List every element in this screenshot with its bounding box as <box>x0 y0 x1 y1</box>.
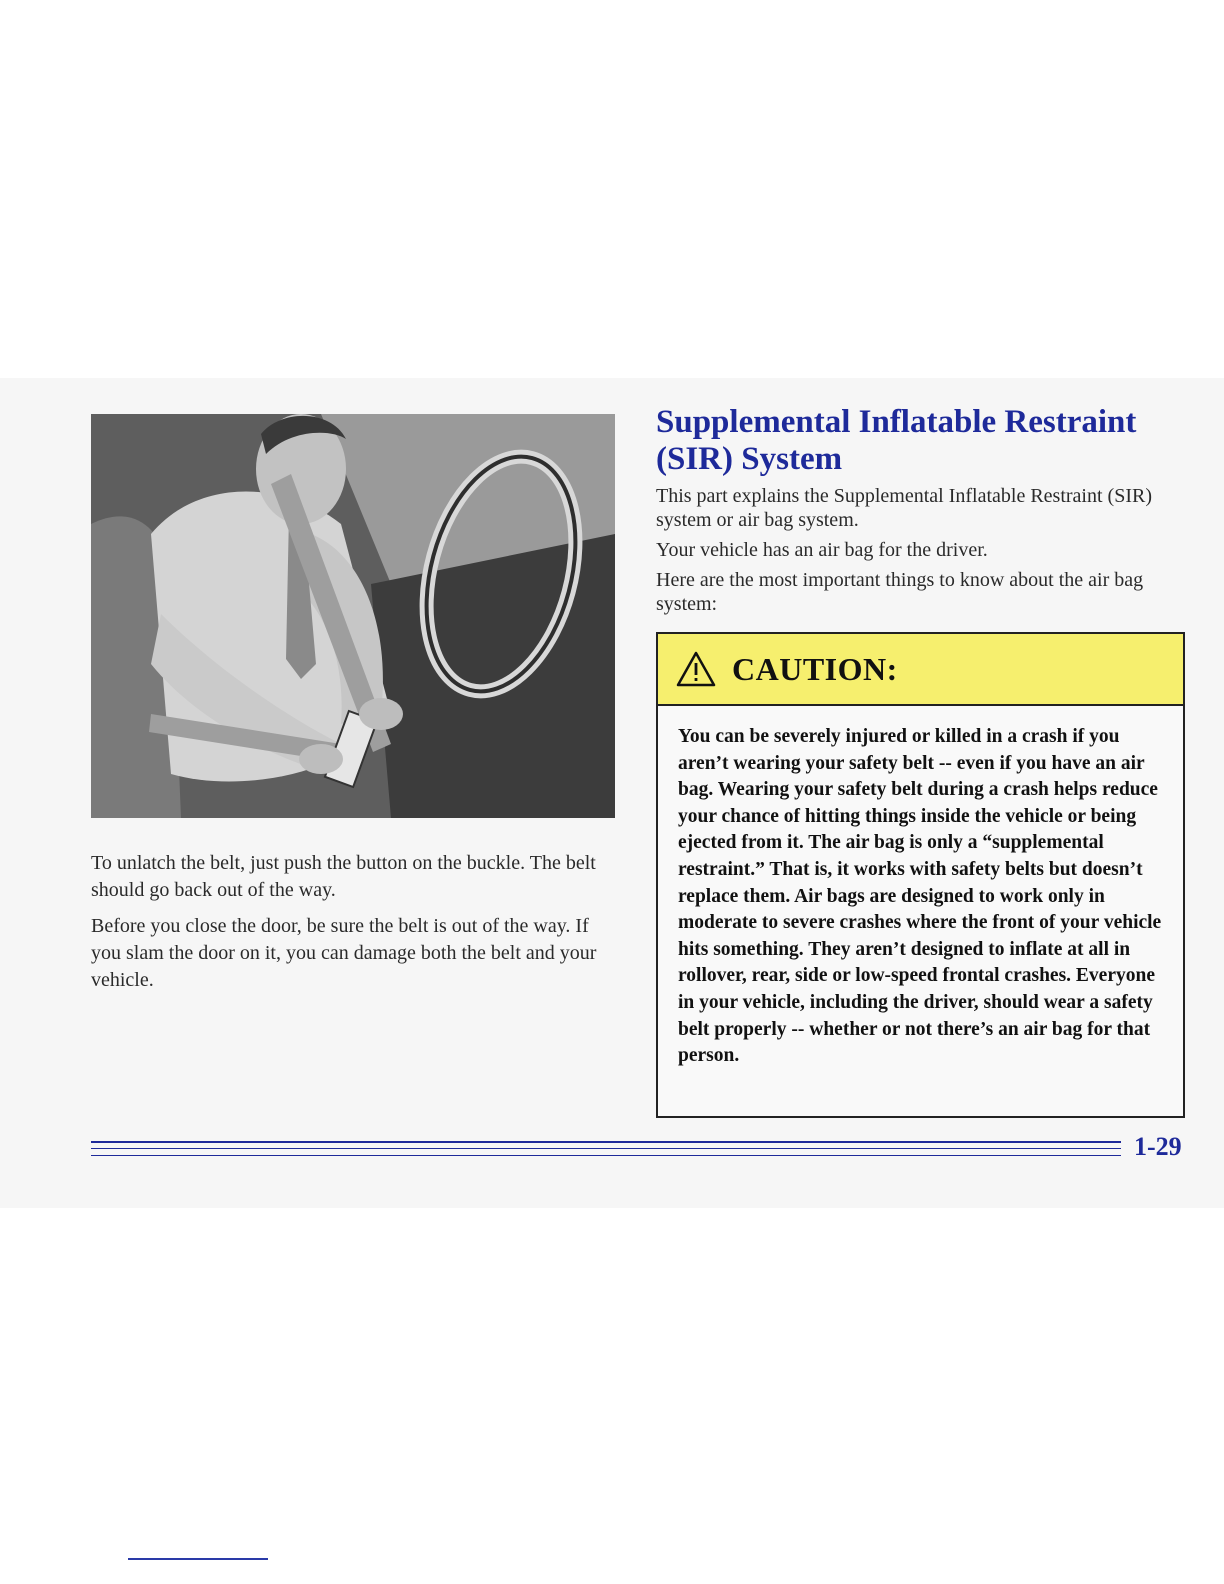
warning-triangle-icon <box>676 651 716 687</box>
door-paragraph: Before you close the door, be sure the belt is out of the way. If you slam the door on it, you can damage both the belt and your vehicle. <box>91 915 597 991</box>
caution-header <box>658 634 1183 706</box>
footer-rule-bottom <box>91 1155 1121 1156</box>
section-heading: Supplemental Inflatable Restraint (SIR) System <box>656 404 1137 477</box>
intro-paragraph: This part explains the Supplemental Inflatable Restraint (SIR) system or air bag system. <box>656 485 1152 531</box>
driver-airbag-paragraph: Your vehicle has an air bag for the driver. <box>656 539 988 561</box>
bottom-scan-mark <box>128 1558 268 1560</box>
caution-title: CAUTION: <box>732 650 898 687</box>
page-number: 1-29 <box>1134 1132 1182 1161</box>
caution-text: You can be severely injured or killed in a crash if you aren’t wearing your safety belt -- even if you have an air bag. Wearing your safety belt during a crash helps reduce your chance of hitting things inside the vehicle or being ejected from it. The air bag is only a “supplemental restraint.” That is, it works with safety belts but doesn’t replace them. Air bags are designed to work only in moderate to severe crashes where the front of your vehicle hits something. They aren’t designed to inflate at all in rollover, rear, side or low-speed frontal crashes. Everyone in your vehicle, including the driver, should wear a safety belt properly -- whether or not there’s an air bag for that person. <box>678 726 1162 1067</box>
unlatch-paragraph: To unlatch the belt, just push the button on the buckle. The belt should go back out of the way. <box>91 852 596 901</box>
caution-box <box>656 632 1185 1118</box>
footer-rule-top <box>91 1141 1121 1143</box>
footer-rule-middle <box>91 1148 1121 1149</box>
left-column-text <box>91 850 621 1003</box>
important-things-paragraph: Here are the most important things to know about the air bag system: <box>656 569 1144 615</box>
seatbelt-illustration <box>91 414 615 818</box>
right-column <box>656 404 1192 616</box>
